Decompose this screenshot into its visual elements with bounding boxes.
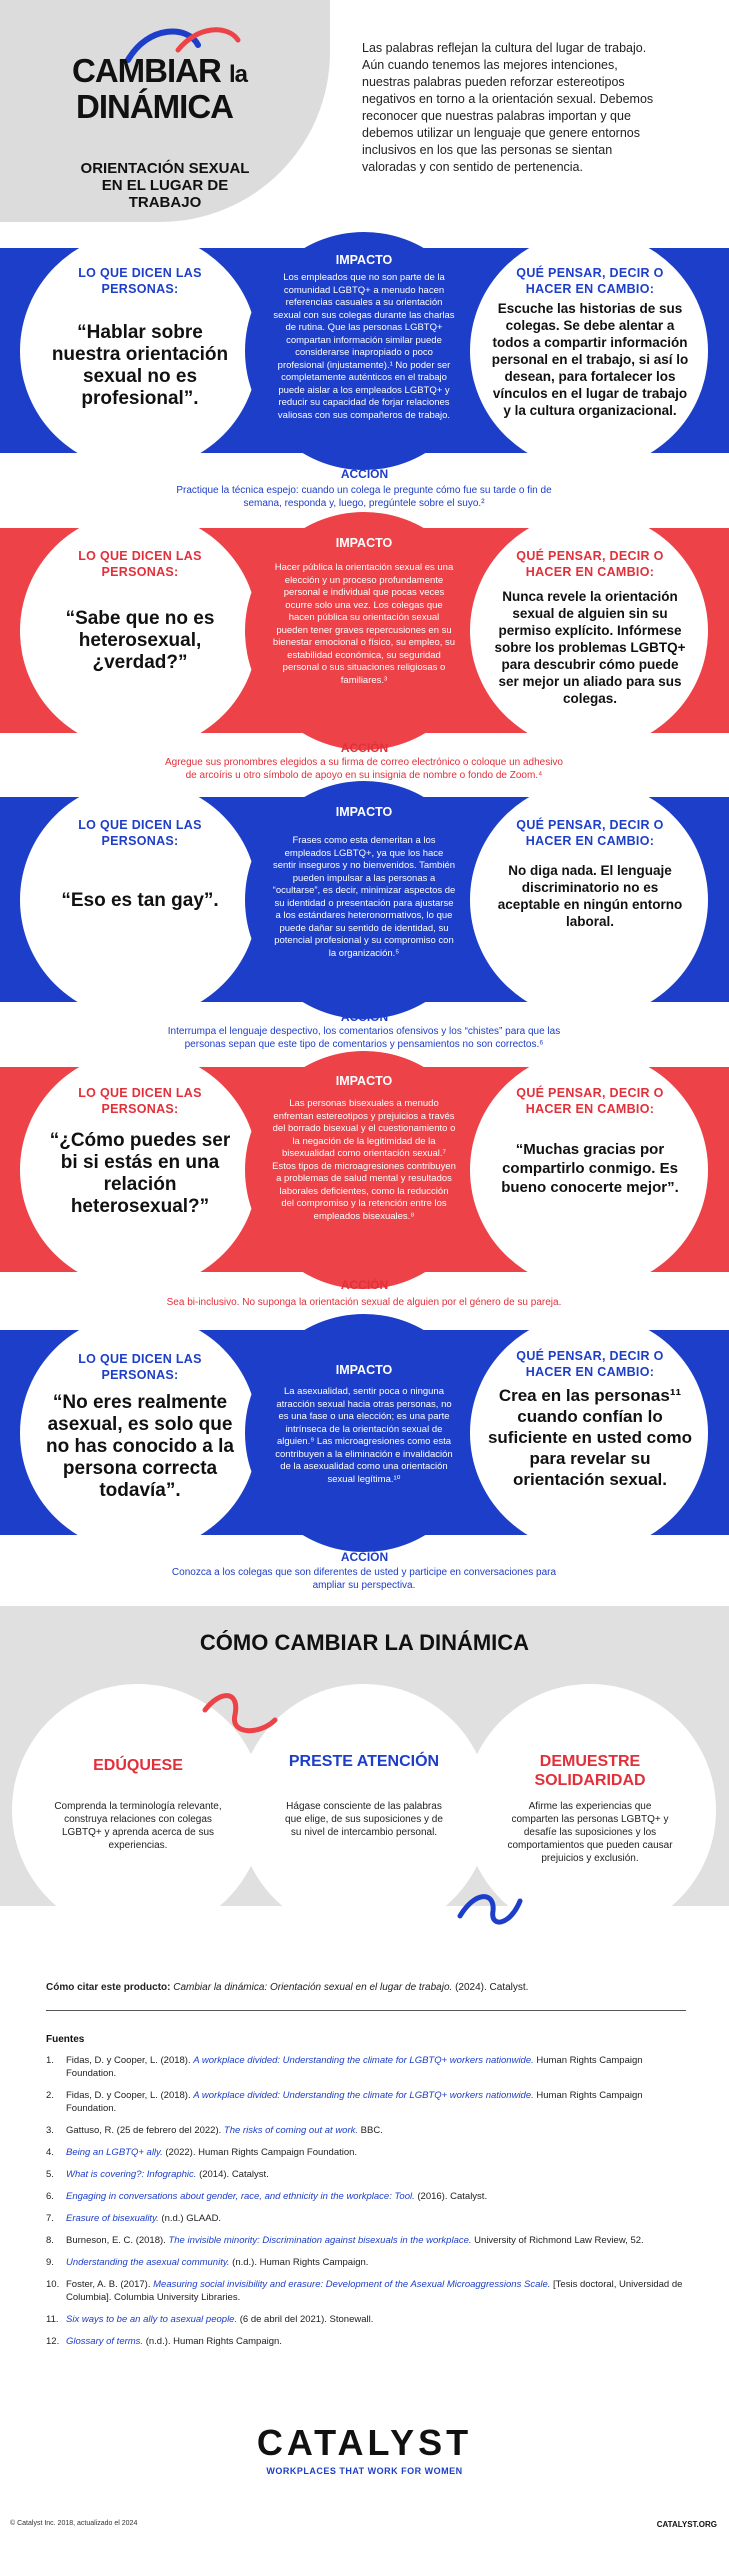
section-3-say-label: LO QUE DICEN LAS PERSONAS: (78, 818, 202, 848)
source-number: 8. (46, 2235, 54, 2246)
section-2-impact-text: Hacer pública la orientación sexual es una elección y un proceso profundamente personal e individual que pocas veces ocurre solo una vez. Los colegas que hacen pública su orientación sexual pueden tener graves repercusiones en su bienestar emocional o físico, su empleo, su estabilidad económica, su seguridad personal o sus situaciones religiosas o familiares.³ (272, 562, 456, 686)
section-1-quote: “Hablar sobre nuestra orientación sexual no es profesional”. (51, 322, 229, 409)
source-text (66, 2124, 686, 2137)
section-5-action-text: Conozca a los colegas que son diferentes de usted y participe en conversaciones para ampliar su perspectiva. (171, 1567, 557, 1591)
section-3-impact-text: Frases como esta demeritan a los empleados LGBTQ+, ya que los hace sentir inseguros y no bienvenidos. También pueden impulsar a las personas a “ocultarse”, es decir, minimizar aspectos de su identidad o presentación para ajustarse a los estándares heteronormativos, lo que puede dañar su sentido de identidad, su potencial profesional y su compromiso con la organización.⁵ (272, 835, 456, 959)
how-attention-text: Hágase consciente de las palabras que elige, de sus suposiciones y de su nivel de intercambio personal. (285, 1801, 443, 1838)
section-5-say-label: LO QUE DICEN LAS PERSONAS: (78, 1352, 202, 1382)
source-number: 2. (46, 2090, 54, 2101)
source-link[interactable]: What is covering?: Infographic. (66, 2169, 197, 2180)
section-1-action-text: Practique la técnica espejo: cuando un colega le pregunte cómo fue su tarde o fin de semana, responda y, luego, pregúntele sobre el suyo.² (176, 485, 552, 509)
source-item (46, 2313, 686, 2326)
website-link[interactable]: CATALYST.ORG (656, 2520, 717, 2529)
source-publisher: (n.d.) GLAAD. (158, 2213, 222, 2224)
source-link[interactable]: Being an LGBTQ+ ally. (66, 2147, 163, 2158)
section-5-impact-label: IMPACTO (335, 1363, 393, 1377)
how-section-title: CÓMO CAMBIAR LA DINÁMICA (199, 1630, 530, 1655)
source-item (46, 2146, 686, 2159)
source-link[interactable]: The risks of coming out at work. (223, 2125, 359, 2136)
section-5-instead-label: QUÉ PENSAR, DECIR O HACER EN CAMBIO: (516, 1349, 664, 1379)
source-publisher: Human Rights Campaign Foundation. (66, 2055, 643, 2079)
section-5-advice: Crea en las personas¹¹ cuando confían lo suficiente en usted como para revelar su orientación sexual. (487, 1386, 693, 1489)
catalyst-tagline: WORKPLACES THAT WORK FOR WOMEN (266, 2466, 463, 2476)
source-item (46, 2335, 686, 2348)
section-5-impact-text: La asexualidad, sentir poca o ninguna atracción sexual hacia otras personas, no es una fase o una elección; es una parte intrínseca de la orientación sexual de alguien.⁹ Las microagresiones como esta contribuyen a la eliminación e invalidación de la asexualidad como una orientación sexual legítima.¹⁰ (275, 1386, 453, 1485)
how-solidarity-text: Afirme las experiencias que comparten las personas LGBTQ+ y desafíe las suposiciones y los comportamientos que pueden causar prejuicios y exclusión. (507, 1801, 673, 1864)
source-number: 6. (46, 2191, 54, 2202)
source-publisher: University of Richmond Law Review, 52. (471, 2235, 644, 2246)
sources-list (46, 2054, 686, 2357)
how-attention-heading: PRESTE ATENCIÓN (288, 1753, 440, 1770)
section-1-impact-label: IMPACTO (335, 253, 393, 267)
header (0, 0, 729, 222)
source-text (66, 2335, 686, 2348)
section-3-advice: No diga nada. El lenguaje discriminatorio no es aceptable en ningún entorno laboral. (497, 863, 683, 929)
source-publisher: (2014). Catalyst. (196, 2169, 269, 2180)
section-3-quote: “Eso es tan gay”. (61, 890, 219, 911)
source-authors: Gattuso, R. (25 de febrero del 2022). (66, 2125, 224, 2136)
source-item (46, 2124, 686, 2137)
section-2-advice: Nunca revele la orientación sexual de alguien sin su permiso explícito. Infórmese sobre los problemas LGBTQ+ para descubrir cómo puede ser mejor un aliado para sus colegas. (494, 589, 686, 706)
source-link[interactable]: Six ways to be an ally to asexual people. (66, 2314, 238, 2325)
source-link[interactable]: Erasure of bisexuality. (66, 2213, 159, 2224)
section-3-impact-label: IMPACTO (335, 805, 393, 819)
source-number: 7. (46, 2213, 54, 2224)
section-2-action-label: ACCIÓN (340, 741, 389, 755)
section-4-instead-label: QUÉ PENSAR, DECIR O HACER EN CAMBIO: (516, 1086, 664, 1116)
source-publisher: (n.d.). Human Rights Campaign. (229, 2257, 369, 2268)
page-title-line2: DINÁMICA (76, 88, 233, 125)
source-text (66, 2054, 686, 2080)
section-5-quote: “No eres realmente asexual, es solo que no has conocido a la persona correcta todavía”. (46, 1392, 234, 1501)
source-text (66, 2256, 686, 2269)
section-4-impact-text: Las personas bisexuales a menudo enfrentan estereotipos y prejuicios a través del borrado bisexual y el cuestionamiento o la negación de la legitimidad de la bisexualidad como orientación sexual.⁷ Estos tipos de microagresiones contribuyen a problemas de salud mental y resultados laborales deficientes, como la reducción del compromiso y la retención entre los empleados bisexuales.⁸ (272, 1098, 456, 1222)
source-text (66, 2278, 686, 2304)
source-text (66, 2168, 686, 2181)
source-item (46, 2212, 686, 2225)
how-educate-heading: EDÚQUESE (93, 1757, 183, 1774)
section-3-instead-label: QUÉ PENSAR, DECIR O HACER EN CAMBIO: (516, 818, 664, 848)
page-subtitle: ORIENTACIÓN SEXUAL EN EL LUGAR DE TRABAJO (80, 160, 250, 211)
source-link[interactable]: The invisible minority: Discrimination against bisexuals in the workplace. (168, 2235, 472, 2246)
section-1-advice: Escuche las historias de sus colegas. Se debe alentar a todos a compartir información personal en el trabajo, si así lo desean, para fortalecer los vínculos en el lugar de trabajo y la cultura organizacional. (491, 301, 689, 418)
how-educate-text: Comprenda la terminología relevante, construya relaciones con colegas LGBTQ+ y aprenda acerca de sus experiencias. (54, 1801, 222, 1851)
copyright-text: © Catalyst Inc. 2018, actualizado el 2024 (10, 2520, 138, 2527)
source-text (66, 2234, 686, 2247)
decorative-swoosh-blue (455, 1886, 525, 1931)
section-4-action-label: ACCIÓN (340, 1278, 389, 1292)
source-publisher: (2016). Catalyst. (414, 2191, 488, 2202)
source-text (66, 2212, 686, 2225)
section-4-say-label: LO QUE DICEN LAS PERSONAS: (78, 1086, 202, 1116)
page-title-line1: CAMBIAR la (72, 52, 248, 89)
citation-line: Cómo citar este producto: Cambiar la dinámica: Orientación sexual en el lugar de trabajo. (2024). Catalyst. (46, 1982, 529, 1993)
source-publisher: (n.d.). Human Rights Campaign. (143, 2336, 282, 2347)
section-5-action-label: ACCIÓN (340, 1550, 389, 1564)
source-item (46, 2190, 686, 2203)
source-authors: Foster, A. B. (2017). (66, 2279, 154, 2290)
source-item (46, 2168, 686, 2181)
source-number: 3. (46, 2125, 54, 2136)
source-authors: Burneson, E. C. (2018). (66, 2235, 169, 2246)
source-number: 1. (46, 2055, 54, 2066)
source-item (46, 2234, 686, 2247)
section-4-advice: “Muchas gracias por compartirlo conmigo. Es bueno conocerte mejor”. (501, 1141, 679, 1196)
section-4-action-text: Sea bi-inclusivo. No suponga la orientación sexual de alguien por el género de su pareja. (166, 1297, 562, 1308)
catalyst-logo: CATALYST (256, 2422, 473, 2463)
source-number: 10. (46, 2279, 60, 2290)
section-2-action-text: Agregue sus pronombres elegidos a su firma de correo electrónico o coloque un adhesivo de arcoíris u otro símbolo de apoyo en su insignia de nombre o fondo de Zoom.⁴ (164, 757, 563, 781)
section-3-action-label: ACCIÓN (340, 1010, 389, 1024)
source-item (46, 2054, 686, 2080)
divider (46, 2010, 686, 2011)
source-authors: Fidas, D. y Cooper, L. (2018). (66, 2090, 194, 2101)
source-number: 11. (46, 2314, 59, 2325)
sources-title: Fuentes (46, 2034, 85, 2045)
source-text (66, 2089, 686, 2115)
section-2-impact-label: IMPACTO (335, 536, 393, 550)
section-2-say-label: LO QUE DICEN LAS PERSONAS: (78, 549, 202, 579)
source-authors: Fidas, D. y Cooper, L. (2018). (66, 2055, 194, 2066)
how-solidarity-heading: DEMUESTRE SOLIDARIDAD (534, 1753, 646, 1789)
source-publisher: BBC. (358, 2125, 383, 2136)
section-2-instead-label: QUÉ PENSAR, DECIR O HACER EN CAMBIO: (516, 549, 664, 579)
source-number: 5. (46, 2169, 54, 2180)
section-1-say-label: LO QUE DICEN LAS PERSONAS: (78, 266, 202, 296)
source-text (66, 2146, 686, 2159)
source-text (66, 2190, 686, 2203)
source-publisher: (6 de abril del 2021). Stonewall. (237, 2314, 374, 2325)
section-1-action-label: ACCIÓN (340, 467, 389, 481)
source-link[interactable]: A workplace divided: Understanding the climate for LGBTQ+ workers nationwide. (193, 2090, 534, 2101)
section-4-quote: “¿Cómo puedes ser bi si estás en una relación heterosexual?” (49, 1130, 231, 1217)
source-number: 12. (46, 2336, 60, 2347)
source-number: 9. (46, 2257, 54, 2268)
source-link[interactable]: Understanding the asexual community. (66, 2257, 230, 2268)
section-2-quote: “Sabe que no es heterosexual, ¿verdad?” (65, 608, 215, 673)
section-3-action-text: Interrumpa el lenguaje despectivo, los comentarios ofensivos y los “chistes” para que las personas sepan que este tipo de comentarios y pensamientos no son correctos.⁶ (167, 1026, 561, 1050)
source-link[interactable]: A workplace divided: Understanding the climate for LGBTQ+ workers nationwide. (193, 2055, 534, 2066)
source-item (46, 2278, 686, 2304)
source-link[interactable]: Measuring social invisibility and erasure: Development of the Asexual Microaggressions Scale. (153, 2279, 551, 2290)
decorative-swoosh-red (200, 1690, 280, 1740)
section-4-impact-label: IMPACTO (335, 1074, 393, 1088)
source-publisher: (2022). Human Rights Campaign Foundation. (162, 2147, 358, 2158)
source-publisher: [Tesis doctoral, Universidad de Columbia]. Columbia University Libraries. (66, 2279, 683, 2303)
source-text (66, 2313, 686, 2326)
section-1-instead-label: QUÉ PENSAR, DECIR O HACER EN CAMBIO: (516, 266, 664, 296)
section-1-impact-text: Los empleados que no son parte de la comunidad LGBTQ+ a menudo hacen referencias casuales a su orientación sexual con sus colegas durante las charlas de rutina. Que las personas LGBTQ+ compartan información similar puede considerarse inapropiado o poco profesional (injustamente).¹ No poder ser completamente auténticos en el trabajo puede aislar a los empleados LGBTQ+ y reducir su capacidad de forjar relaciones valiosas con sus compañeros de trabajo. (273, 272, 455, 421)
source-publisher: Human Rights Campaign Foundation. (66, 2090, 643, 2114)
source-link[interactable]: Engaging in conversations about gender, race, and ethnicity in the workplace: Tool. (66, 2191, 415, 2202)
source-item (46, 2256, 686, 2269)
source-number: 4. (46, 2147, 54, 2158)
source-item (46, 2089, 686, 2115)
source-link[interactable]: Glossary of terms. (66, 2336, 144, 2347)
intro-paragraph: Las palabras reflejan la cultura del lugar de trabajo. Aún cuando tenemos las mejores intenciones, nuestras palabras pueden reforzar estereotipos negativos en torno a la orientación sexual. Debemos reconocer que nuestras palabras importan y que debemos utilizar un lenguaje que genere entornos inclusivos en los que las personas se sientan valoradas y con sentido de pertenencia. (362, 41, 654, 174)
